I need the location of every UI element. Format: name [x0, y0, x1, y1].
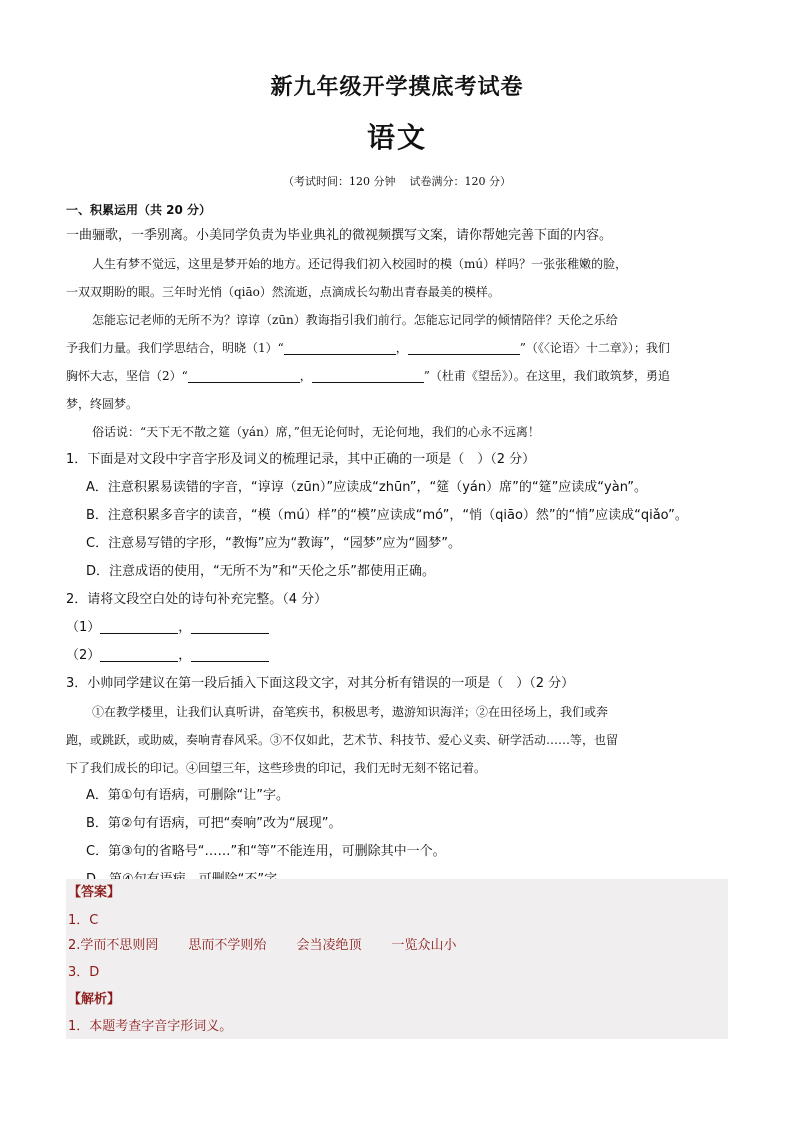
- passage-p2-line1: 怎能忘记老师的无所不为？谆谆（zūn）教诲指引我们前行。怎能忘记同学的倾情陪伴？天伦之乐给: [92, 313, 618, 327]
- exam-title: 新九年级开学摸底考试卷: [270, 75, 524, 100]
- answer-3: 3．D: [68, 965, 100, 980]
- answer-2-item: 一览众山小: [391, 938, 457, 953]
- q2-index-1: （1）: [66, 620, 101, 635]
- passage-comma: ，: [299, 369, 312, 383]
- exam-score: 试卷满分：120 分）: [409, 175, 511, 188]
- q2-comma: ，: [178, 620, 192, 635]
- q2-blank-2b[interactable]: [191, 645, 269, 662]
- exam-meta: [0, 173, 794, 189]
- q2-blank-row-2: [66, 642, 728, 670]
- passage-comma: ，: [395, 341, 408, 355]
- answer-2-item: 思而不学则殆: [188, 938, 267, 953]
- subject-title: 语文: [366, 121, 427, 154]
- answer-2-item: 学而不思则罔: [80, 938, 159, 953]
- q1-option-b[interactable]: B．注意积累多音字的读音，“模（mú）样”的“模”应读成“mó”，“悄（qiāo）然”的“悄”应读成“qiǎo”。: [86, 508, 688, 523]
- passage-p1-line1: 人生有梦不觉远，这里是梦开始的地方。还记得我们初入校园时的模（mú）样吗？一张张稚嫩的脸，: [92, 257, 628, 271]
- answer-label: 【答案】: [68, 885, 121, 900]
- passage-text: ”（杜甫《望岳》）。在这里，我们敢筑梦，勇追: [423, 369, 670, 383]
- question-content: [66, 198, 728, 894]
- q2-stem: 2．请将文段空白处的诗句补充完整。（4 分）: [66, 592, 328, 607]
- answer-1: 1．C: [68, 913, 99, 928]
- passage-text: 胸怀大志，坚信（2）“: [66, 369, 188, 383]
- passage-text: ”（《〈论语〉十二章》）；我们: [519, 341, 670, 355]
- passage-p2-line3: [66, 362, 728, 390]
- q1-option-d[interactable]: D．注意成语的使用，“无所不为”和“天伦之乐”都使用正确。: [86, 564, 435, 579]
- q2-comma: ，: [178, 648, 192, 663]
- q3-passage-line2: 跑，或跳跃，或助威，奏响青春风采。③不仅如此，艺术节、科技节、爱心义卖、研学活动……等，也留: [66, 733, 619, 747]
- q3-option-c[interactable]: C．第③句的省略号“……”和“等”不能连用，可删除其中一个。: [86, 844, 446, 859]
- passage-p3: 俗话说：“天下无不散之筵（yán）席，”但无论何时，无论何地，我们的心永不远离！: [92, 425, 540, 439]
- passage-p1-line2: 一双双期盼的眼。三年时光悄（qiāo）然流逝，点滴成长勾勒出青春最美的模样。: [66, 285, 500, 299]
- q2-blank-1a[interactable]: [100, 617, 178, 634]
- q3-passage-line1: ①在教学楼里，让我们认真听讲，奋笔疾书，积极思考，遨游知识海洋；②在田径场上，我们或奔: [92, 705, 609, 719]
- q2-blank-row-1: [66, 614, 728, 642]
- section-intro: 一曲骊歌，一季别离。小美同学负责为毕业典礼的微视频撰写文案，请你帮她完善下面的内容。: [66, 228, 613, 243]
- exam-time: （考试时间：120 分钟: [283, 175, 396, 188]
- answer-2: [68, 934, 486, 953]
- answer-2-item: 会当凌绝顶: [296, 938, 362, 953]
- fill-blank-1b[interactable]: [408, 338, 520, 355]
- analysis-1: 1．本题考查字音字形词义。: [68, 1019, 233, 1034]
- q2-blank-2a[interactable]: [100, 645, 178, 662]
- q1-option-c[interactable]: C．注意易写错的字形，“教悔”应为“教诲”，“园梦”应为“圆梦”。: [86, 536, 461, 551]
- q1-option-a[interactable]: A．注意积累易读错的字音，“谆谆（zūn）”应读成“zhūn”，“筵（yán）席”的“筵”应读成“yàn”。: [86, 480, 647, 495]
- q3-option-a[interactable]: A．第①句有语病，可删除“让”字。: [86, 788, 290, 803]
- fill-blank-1a[interactable]: [284, 338, 396, 355]
- q2-index-2: （2）: [66, 648, 101, 663]
- q1-stem: 1．下面是对文段中字音字形及词义的梳理记录，其中正确的一项是（ ）（2 分）: [66, 452, 536, 467]
- analysis-label: 【解析】: [68, 992, 121, 1007]
- passage-p2-line4: 梦，终圆梦。: [66, 397, 139, 411]
- section-heading: 一、积累运用（共 20 分）: [66, 203, 212, 217]
- fill-blank-2b[interactable]: [312, 366, 424, 383]
- q3-option-b[interactable]: B．第②句有语病，可把“奏响”改为“展现”。: [86, 816, 342, 831]
- passage-p2-line2: [66, 334, 728, 362]
- q2-blank-1b[interactable]: [191, 617, 269, 634]
- q3-stem: 3．小帅同学建议在第一段后插入下面这段文字，对其分析有错误的一项是（ ）（2 分）: [66, 676, 575, 691]
- answer-2-prefix: 2.: [68, 938, 81, 953]
- passage-text: 予我们力量。我们学思结合，明晓（1）“: [66, 341, 284, 355]
- fill-blank-2a[interactable]: [188, 366, 300, 383]
- q3-passage-line3: 下了我们成长的印记。④回望三年，这些珍贵的印记，我们无时无刻不铭记着。: [66, 761, 487, 775]
- answer-panel: [66, 879, 728, 1039]
